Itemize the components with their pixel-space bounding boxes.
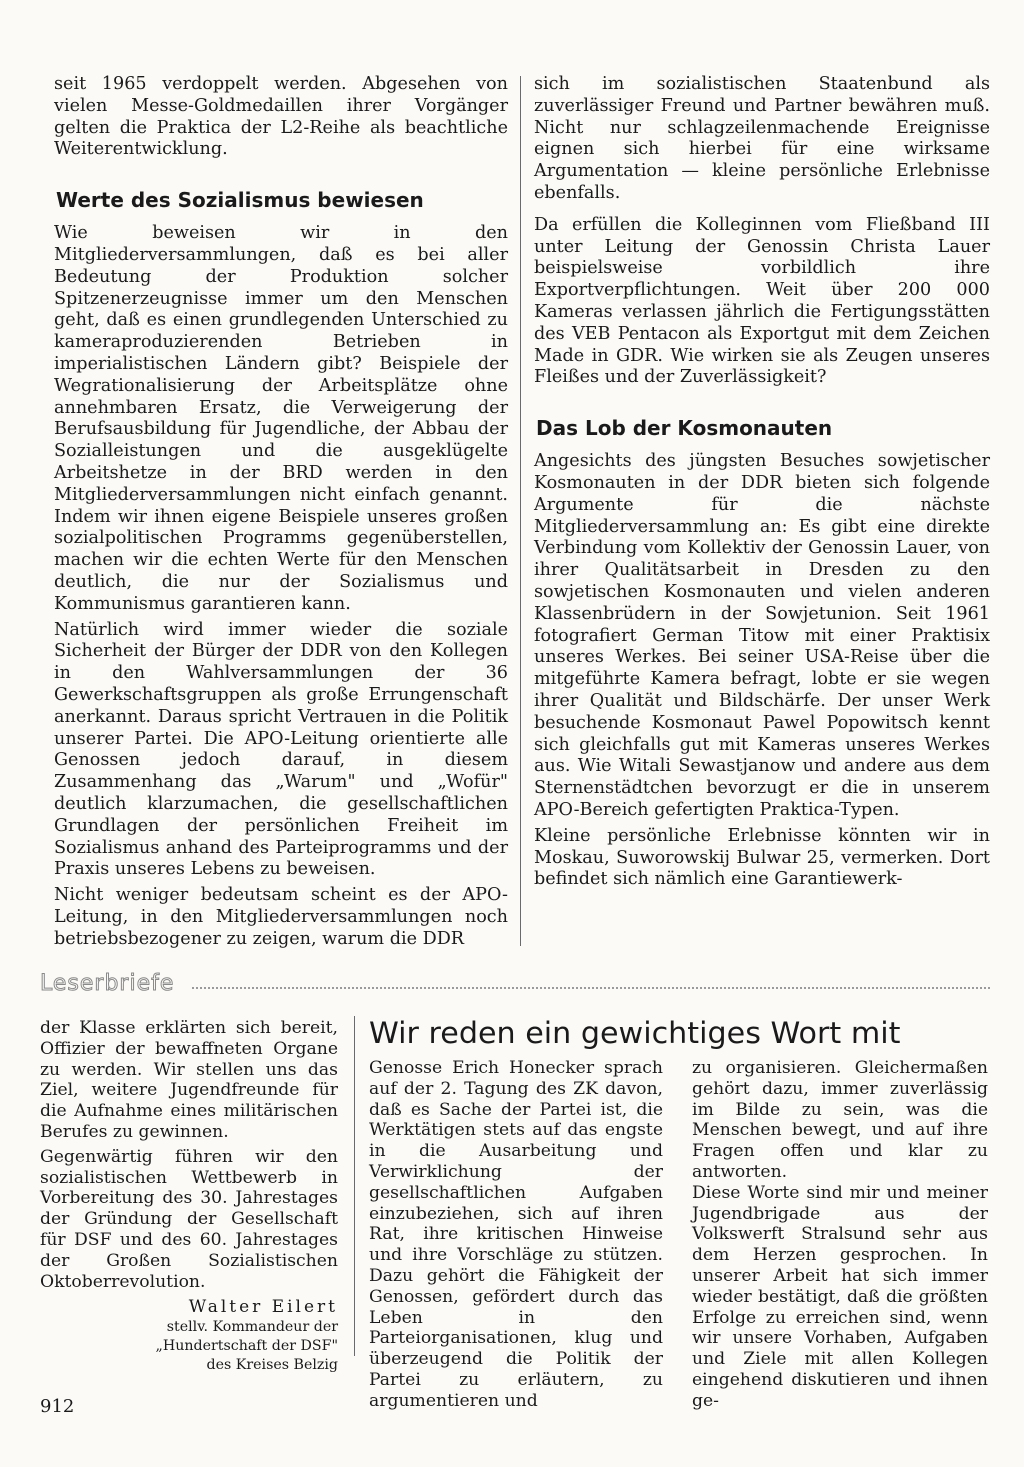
top-left-column: [54, 74, 508, 950]
letter-column: [40, 1018, 338, 1375]
paragraph: sich im sozialistischen Staatenbund als zuverlässiger Freund und Partner bewähren muß. Nicht nur schlagzeilenmachende Ereignisse eignen sich hierbei für eine wirksame Argumentation — kleine persönliche Erlebnisse ebenfalls.: [534, 74, 990, 203]
paragraph: Kleine persönliche Erlebnisse könnten wir in Moskau, Suworowskij Bulwar 25, vermerken. Dort befindet sich nämlich eine Garantiewerk-: [534, 825, 990, 890]
article-headline: Wir reden ein gewichtiges Wort mit: [369, 1016, 901, 1050]
paragraph: Genosse Erich Honecker sprach auf der 2. Tagung des ZK davon, daß es Sache der Partei ist, die Werktätigen stets auf das engste in die Ausarbeitung und Verwirklichung der gesellschaftlichen Aufgaben einzubeziehen, sich auf ihren Rat, ihre kritischen Hinweise und ihre Vorschläge zu stützen. Dazu gehört die Fähigkeit der Genossen, gefördert durch das Leben in den Parteiorganisationen, klug und überzeugend die Politik der Partei zu erläutern, zu argumentieren und: [369, 1058, 663, 1411]
paragraph: Diese Worte sind mir und meiner Jugendbrigade aus der Volkswerft Stralsund sehr aus dem Herzen gesprochen. In unserer Arbeit hat sich immer wieder bestätigt, daß die größten Erfolge zu erreichen sind, wenn wir unsere Vorhaben, Aufgaben und Ziele mit allen Kollegen eingehend diskutieren und ihnen ge-: [692, 1182, 988, 1411]
section-heading: Das Lob der Kosmonauten: [536, 416, 833, 441]
top-right-column: [534, 74, 990, 891]
paragraph: Angesichts des jüngsten Besuches sowjetischer Kosmonauten in der DDR bieten sich folgende Argumente für die nächste Mitgliederversammlung an: Es gibt eine direkte Verbindung vom Kollektiv der Genossin Lauer, von ihrer Qualitätsarbeit in Dresden zu den sowjetischen Kosmonauten und vielen anderen Klassenbrüdern in der Sowjetunion. Seit 1961 fotografiert German Titow mit einer Praktisix unseres Werkes. Bei seiner USA-Reise über die mitgeführte Kamera befragt, lobte er sie wegen ihrer Qualität und Bildschärfe. Der unser Werk besuchende Kosmonaut Pawel Popowitsch kennt sich gleichfalls gut mit Kameras unseres Werkes aus. Wie Witali Sewastjanow und andere aus dem Sternenstädtchen bevorzugt er die in unserem APO-Bereich gefertigten Praktica-Typen.: [534, 451, 990, 820]
paragraph: seit 1965 verdoppelt werden. Abgesehen von vielen Messe-Goldmedaillen ihrer Vorgänger gelten die Praktica der L2-Reihe als beachtliche Weiterentwicklung.: [54, 74, 508, 160]
section-heading: Werte des Sozialismus bewiesen: [56, 188, 424, 213]
paragraph: Natürlich wird immer wieder die soziale Sicherheit der Bürger der DDR von den Kollegen in den Wahlversammlungen der 36 Gewerkschaftsgruppen als große Errungenschaft anerkannt. Daraus spricht Vertrauen in die Politik unserer Partei. Die APO-Leitung orientierte alle Genossen jedoch darauf, in diesem Zusammenhang das „Warum" und „Wofür" deutlich klarzumachen, die gesellschaftlichen Grundlagen der persönlichen Freiheit im Sozialismus anhand des Parteiprogramms und der Praxis unseres Lebens zu beweisen.: [54, 619, 508, 880]
paragraph: zu organisieren. Gleichermaßen gehört dazu, immer zuverlässig im Bilde zu sein, was die Menschen bewegt, und auf ihre Fragen offen und klar zu antworten.: [692, 1058, 988, 1182]
paragraph: Wie beweisen wir in den Mitgliederversammlungen, daß es bei aller Bedeutung der Produktion solcher Spitzenerzeugnisse immer um den Menschen geht, daß es einen grundlegenden Unterschied zu kameraproduzierenden Betrieben in imperialistischen Ländern gibt? Beispiele der Wegrationalisierung der Arbeitsplätze ohne annehmbaren Ersatz, die Verweigerung der Berufsausbildung für Jugendliche, der Abbau der Sozialleistungen und die ausgeklügelte Arbeitshetze in der BRD werden in den Mitgliederversammlungen nicht einfach genannt. Indem wir ihnen eigene Beispiele unseres großen sozialpolitischen Programms gegenüberstellen, machen wir die echten Werte für den Menschen deutlich, die nur der Sozialismus und Kommunismus garantieren kann.: [54, 223, 508, 614]
paragraph: Gegenwärtig führen wir den sozialistischen Wettbewerb in Vorbereitung des 30. Jahrestages der Gründung der Gesellschaft für DSF und des 60. Jahrestages der Großen Sozialistischen Oktoberrevolution.: [40, 1146, 338, 1292]
signature-district: des Kreises Belzig: [206, 1357, 338, 1374]
paragraph: Nicht weniger bedeutsam scheint es der APO-Leitung, in den Mitgliederversammlungen noch betriebsbezogener zu zeigen, warum die DDR: [54, 885, 508, 949]
section-label: Leserbriefe: [40, 971, 175, 996]
paragraph: Da erfüllen die Kolleginnen vom Fließband III unter Leitung der Genossin Christa Lauer beispielsweise vorbildlich ihre Exportverpflichtungen. Weit über 200 000 Kameras verlassen jährlich die Fertigungsstätten des VEB Pentacon als Exportgut mit dem Zeichen Made in GDR. Wie wirken sie als Zeugen unseres Fleißes und der Zuverlässigkeit?: [534, 214, 990, 388]
article-column-2: [692, 1058, 988, 1412]
signature-name: Walter Eilert: [188, 1297, 338, 1318]
dotted-rule: [192, 987, 990, 991]
column-divider: [520, 76, 521, 946]
paragraph: der Klasse erklärten sich bereit, Offizier der bewaffneten Organe zu werden. Wir stellen uns das Ziel, weitere Jugendfreunde für die Aufnahme eines militärischen Berufes zu gewinnen.: [40, 1018, 338, 1142]
article-column-1: [369, 1058, 663, 1412]
column-divider: [354, 1016, 355, 1356]
signature-block: [40, 1296, 338, 1375]
signature-unit: „Hundertschaft der DSF": [155, 1338, 338, 1355]
page-number: 912: [40, 1396, 75, 1417]
section-band: [40, 970, 990, 1000]
signature-role: stellv. Kommandeur der: [166, 1319, 338, 1336]
